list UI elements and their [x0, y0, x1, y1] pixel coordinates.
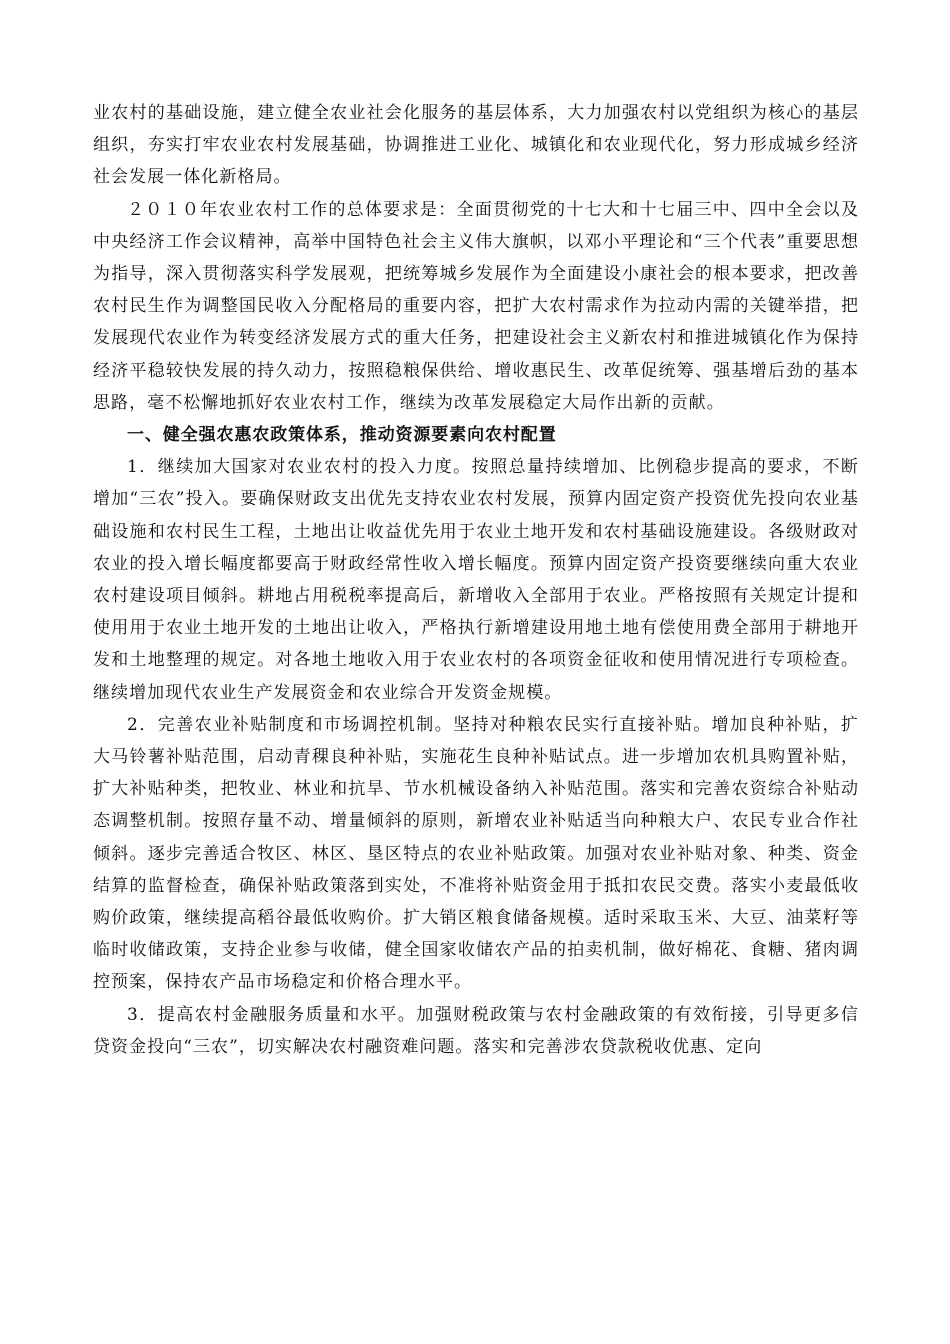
- item-2-paragraph: 2．完善农业补贴制度和市场调控机制。坚持对种粮农民实行直接补贴。增加良种补贴，扩大马铃薯补贴范围，启动青稞良种补贴，实施花生良种补贴试点。进一步增加农机具购置补贴，扩大补贴种类，把牧业、林业和抗旱、节水机械设备纳入补贴范围。落实和完善农资综合补贴动态调整机制。按照存量不动、增量倾斜的原则，新增农业补贴适当向种粮大户、农民专业合作社倾斜。逐步完善适合牧区、林区、垦区特点的农业补贴政策。加强对农业补贴对象、种类、资金结算的监督检查，确保补贴政策落到实处，不准将补贴资金用于抵扣农民交费。落实小麦最低收购价政策，继续提高稻谷最低收购价。扩大销区粮食储备规模。适时采取玉米、大豆、油菜籽等临时收储政策，支持企业参与收储，健全国家收储农产品的拍卖机制，做好棉花、食糖、猪肉调控预案，保持农产品市场稳定和价格合理水平。: [93, 714, 859, 993]
- section-heading: 一、健全强农惠农政策体系，推动资源要素向农村配置: [127, 425, 557, 446]
- general-requirements-paragraph: ２０１０年农业农村工作的总体要求是：全面贯彻党的十七大和十七届三中、四中全会以及中央经济工作会议精神，高举中国特色社会主义伟大旗帜，以邓小平理论和“三个代表”重要思想为指导，深入贯彻落实科学发展观，把统筹城乡发展作为全面建设小康社会的根本要求，把改善农村民生作为调整国民收入分配格局的重要内容，把扩大农村需求作为拉动内需的关键举措，把发展现代农业作为转变经济发展方式的重大任务，把建设社会主义新农村和推进城镇化作为保持经济平稳较快发展的持久动力，按照稳粮保供给、增收惠民生、改革促统筹、强基增后劲的基本思路，毫不松懈地抓好农业农村工作，继续为改革发展稳定大局作出新的贡献。: [93, 199, 859, 413]
- continuation-paragraph: 业农村的基础设施，建立健全农业社会化服务的基层体系，大力加强农村以党组织为核心的基层组织，夯实打牢农业农村发展基础，协调推进工业化、城镇化和农业现代化，努力形成城乡经济社会发展一体化新格局。: [93, 103, 859, 188]
- item-3-paragraph: 3．提高农村金融服务质量和水平。加强财税政策与农村金融政策的有效衔接，引导更多信贷资金投向“三农”，切实解决农村融资难问题。落实和完善涉农贷款税收优惠、定向: [93, 1004, 859, 1057]
- item-1-paragraph: 1．继续加大国家对农业农村的投入力度。按照总量持续增加、比例稳步提高的要求，不断增加“三农”投入。要确保财政支出优先支持农业农村发展，预算内固定资产投资优先投向农业基础设施和农村民生工程，土地出让收益优先用于农业土地开发和农村基础设施建设。各级财政对农业的投入增长幅度都要高于财政经常性收入增长幅度。预算内固定资产投资要继续向重大农业农村建设项目倾斜。耕地占用税税率提高后，新增收入全部用于农业。严格按照有关规定计提和使用用于农业土地开发的土地出让收入，严格执行新增建设用地土地有偿使用费全部用于耕地开发和土地整理的规定。对各地土地收入用于农业农村的各项资金征收和使用情况进行专项检查。继续增加现代农业生产发展资金和农业综合开发资金规模。: [93, 457, 859, 703]
- document-page: [93, 97, 859, 1063]
